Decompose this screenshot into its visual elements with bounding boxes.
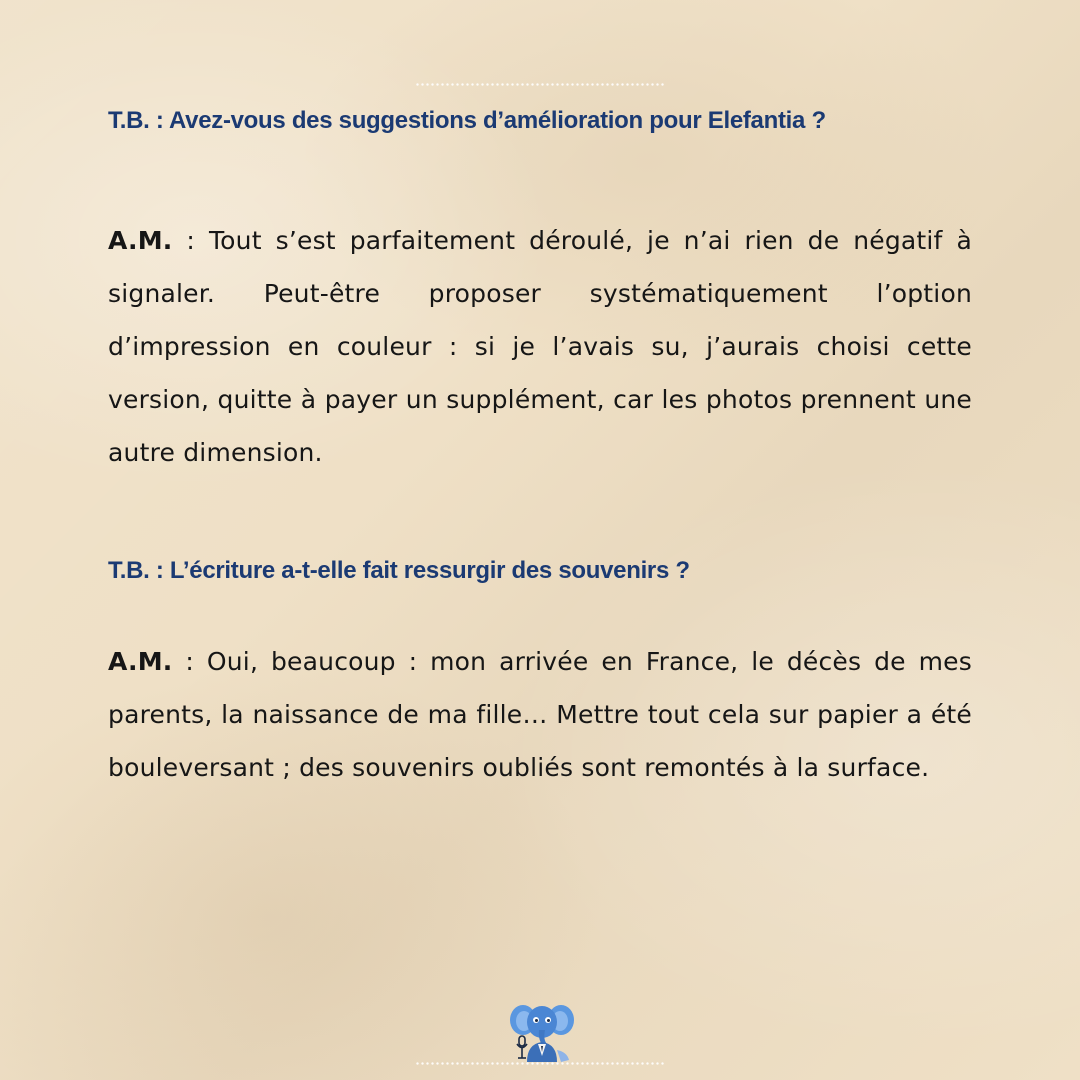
elephant-with-microphone-icon <box>507 1000 577 1062</box>
answer-2-text: : Oui, beaucoup : mon arrivée en France, le décès de mes parents, la naissance de ma fille… Mettre tout cela sur papier a été bouleversant ; des souvenirs oubliés sont remontés à la surface. <box>108 647 972 782</box>
top-dotted-divider <box>415 83 665 86</box>
answer-1 <box>108 214 972 479</box>
bottom-dotted-divider <box>415 1062 665 1065</box>
answer-2 <box>108 635 972 794</box>
answer-1-speaker: A.M. <box>108 226 173 255</box>
answer-1-text: : Tout s’est parfaitement déroulé, je n’ai rien de négatif à signaler. Peut-être proposer systématiquement l’option d’impression en couleur : si je l’avais su, j’aurais choisi cette version, quitte à payer un supplément, car les photos prennent une autre dimension. <box>108 226 972 467</box>
question-1: T.B. : Avez-vous des suggestions d’amélioration pour Elefantia ? <box>108 107 826 134</box>
answer-2-speaker: A.M. <box>108 647 173 676</box>
question-2: T.B. : L’écriture a-t-elle fait ressurgir des souvenirs ? <box>108 557 690 584</box>
